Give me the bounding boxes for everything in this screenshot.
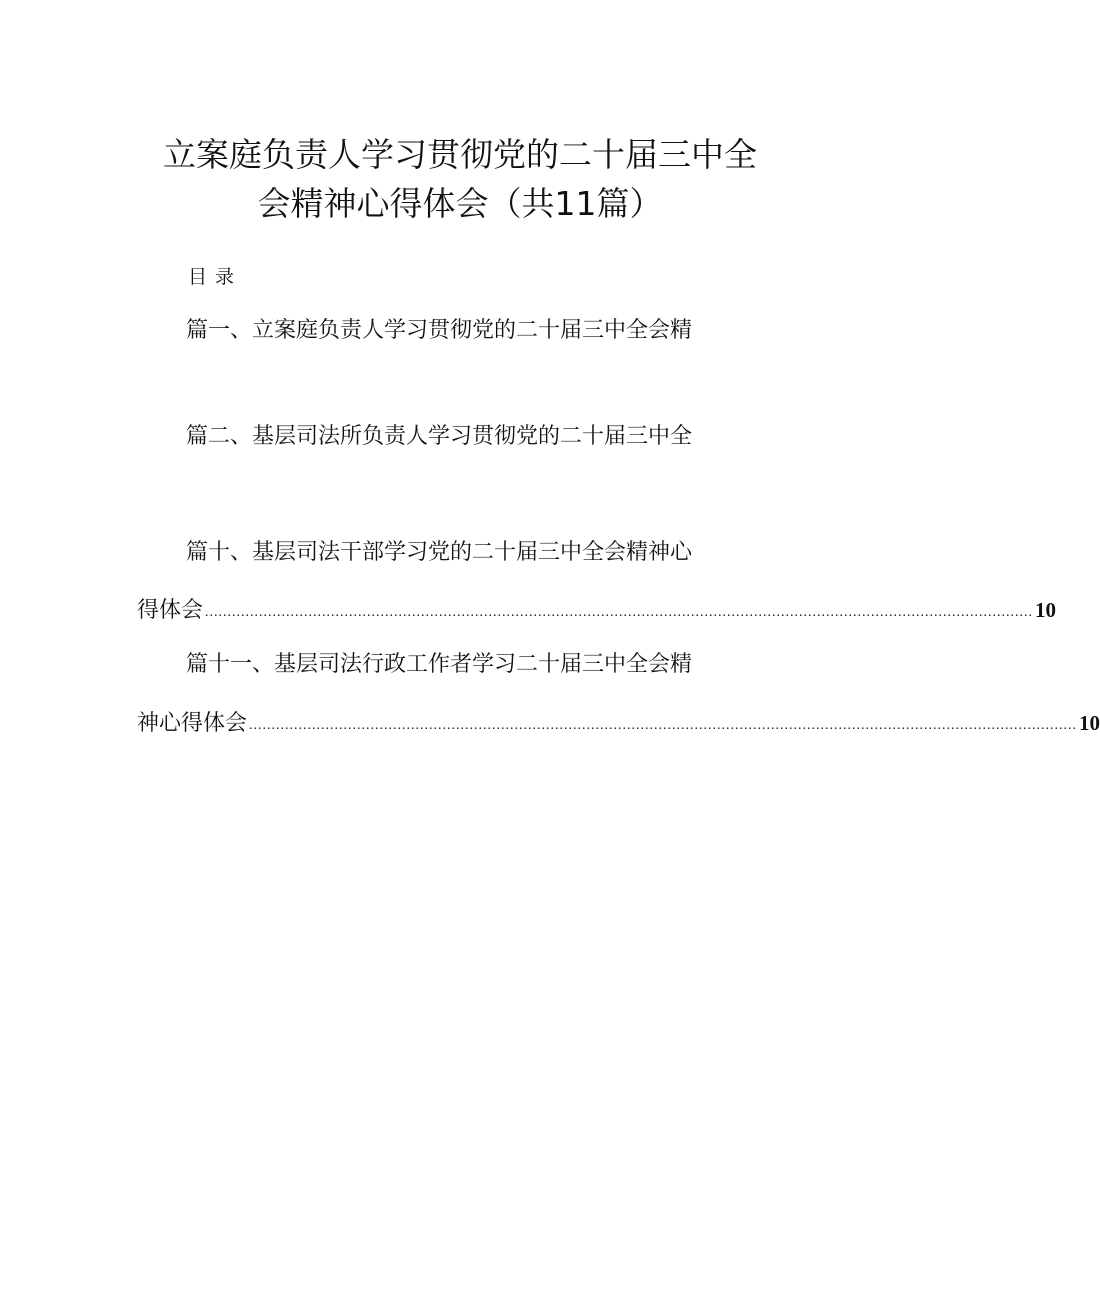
toc-entry-1[interactable]: 篇一、立案庭负责人学习贯彻党的二十届三中全会精 — [186, 318, 693, 343]
toc-leader-dots: ........................................................................................................................................................................................ — [249, 718, 1078, 733]
toc-leader-dots: ........................................................................................................................................................................................ — [205, 605, 1034, 620]
toc-heading: 目录 — [188, 266, 243, 288]
document-title-line-1: 立案庭负责人学习贯彻党的二十届三中全 — [163, 135, 757, 174]
toc-entry-4-text: 神心得体会 — [137, 711, 248, 736]
toc-entry-4-continuation[interactable] — [137, 708, 1100, 742]
toc-entry-4-page: 10 — [1079, 711, 1100, 735]
toc-entry-3-text: 得体会 — [137, 598, 204, 623]
toc-entry-3-page: 10 — [1035, 598, 1057, 622]
document-title-line-2: 会精神心得体会（共11篇） — [257, 184, 663, 223]
toc-entry-2[interactable]: 篇二、基层司法所负责人学习贯彻党的二十届三中全 — [186, 424, 693, 449]
toc-entry-4[interactable]: 篇十一、基层司法行政工作者学习二十届三中全会精 — [186, 652, 693, 677]
toc-entry-3-continuation[interactable] — [137, 595, 1057, 629]
toc-entry-3[interactable]: 篇十、基层司法干部学习党的二十届三中全会精神心 — [186, 540, 693, 565]
